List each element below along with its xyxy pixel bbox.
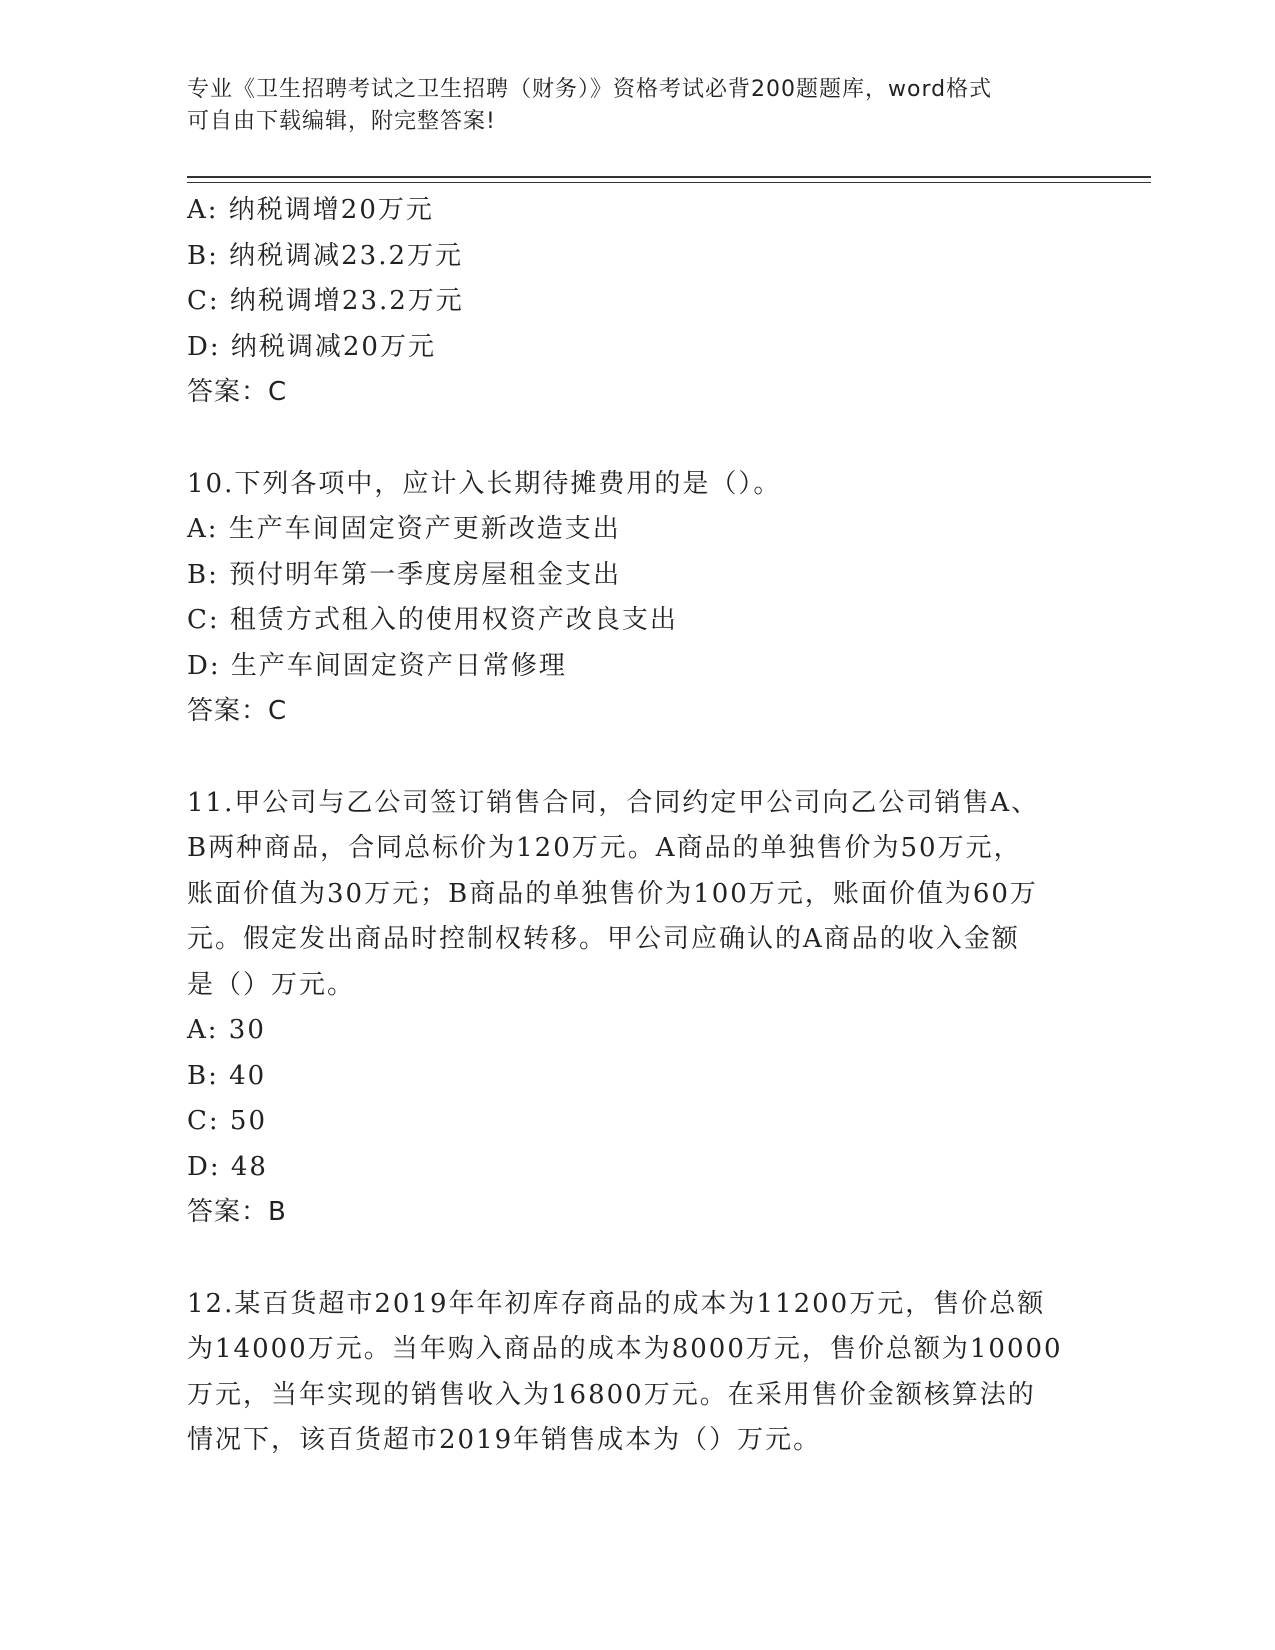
document-body: [187, 188, 1087, 1464]
answer-text: 答案：C: [187, 696, 288, 726]
question-block-12: [187, 1282, 1087, 1464]
option-a: A: 生产车间固定资产更新改造支出: [187, 514, 621, 544]
question-stem-line-2: B两种商品，合同总标价为120万元。A商品的单独售价为50万元，: [187, 833, 1022, 863]
option-d: D: 48: [187, 1151, 268, 1182]
question-stem-line-1: 12.某百货超市2019年年初库存商品的成本为11200万元，售价总额: [187, 1288, 1046, 1319]
option-b: B: 40: [187, 1060, 267, 1091]
question-stem-line-3: 万元，当年实现的销售收入为16800万元。在采用售价金额核算法的: [187, 1379, 1036, 1410]
header-divider-thin: [187, 182, 1151, 183]
header-divider-thick: [187, 176, 1151, 178]
question-stem-line-1: 11.甲公司与乙公司签订销售合同，合同约定甲公司向乙公司销售A、: [187, 787, 1040, 818]
option-b: B: 预付明年第一季度房屋租金支出: [187, 559, 622, 590]
question-stem-line-3: 账面价值为30万元；B商品的单独售价为100万元，账面价值为60万: [187, 878, 1038, 909]
document-header: [187, 74, 1067, 138]
option-c: C: 纳税调增23.2万元: [187, 286, 464, 316]
option-d: D: 生产车间固定资产日常修理: [187, 650, 567, 681]
option-d: D: 纳税调减20万元: [187, 331, 436, 362]
header-title-line-1: 专业《卫生招聘考试之卫生招聘（财务）》资格考试必背200题题库，word格式: [187, 77, 993, 102]
question-stem-line-5: 是（）万元。: [187, 969, 356, 1000]
answer-text: 答案：B: [187, 1197, 287, 1227]
header-title-line-2: 可自由下载编辑，附完整答案!: [187, 109, 496, 134]
question-stem-line-2: 为14000万元。当年购入商品的成本为8000万元，售价总额为10000: [187, 1334, 1063, 1364]
answer-text: 答案：C: [187, 377, 288, 407]
option-a: A: 30: [187, 1015, 266, 1045]
question-block-11: [187, 781, 1087, 1236]
option-b: B: 纳税调减23.2万元: [187, 240, 464, 271]
question-stem-line-4: 元。假定发出商品时控制权转移。甲公司应确认的A商品的收入金额: [187, 924, 1020, 954]
question-block-10: [187, 462, 1087, 735]
question-stem-line-4: 情况下，该百货超市2019年销售成本为（）万元。: [187, 1425, 822, 1455]
option-c: C: 租赁方式租入的使用权资产改良支出: [187, 605, 678, 635]
question-stem: 10.下列各项中，应计入长期待摊费用的是（）。: [187, 468, 782, 499]
option-a: A: 纳税调增20万元: [187, 195, 434, 225]
option-c: C: 50: [187, 1106, 268, 1136]
question-block-9: [187, 188, 1087, 416]
